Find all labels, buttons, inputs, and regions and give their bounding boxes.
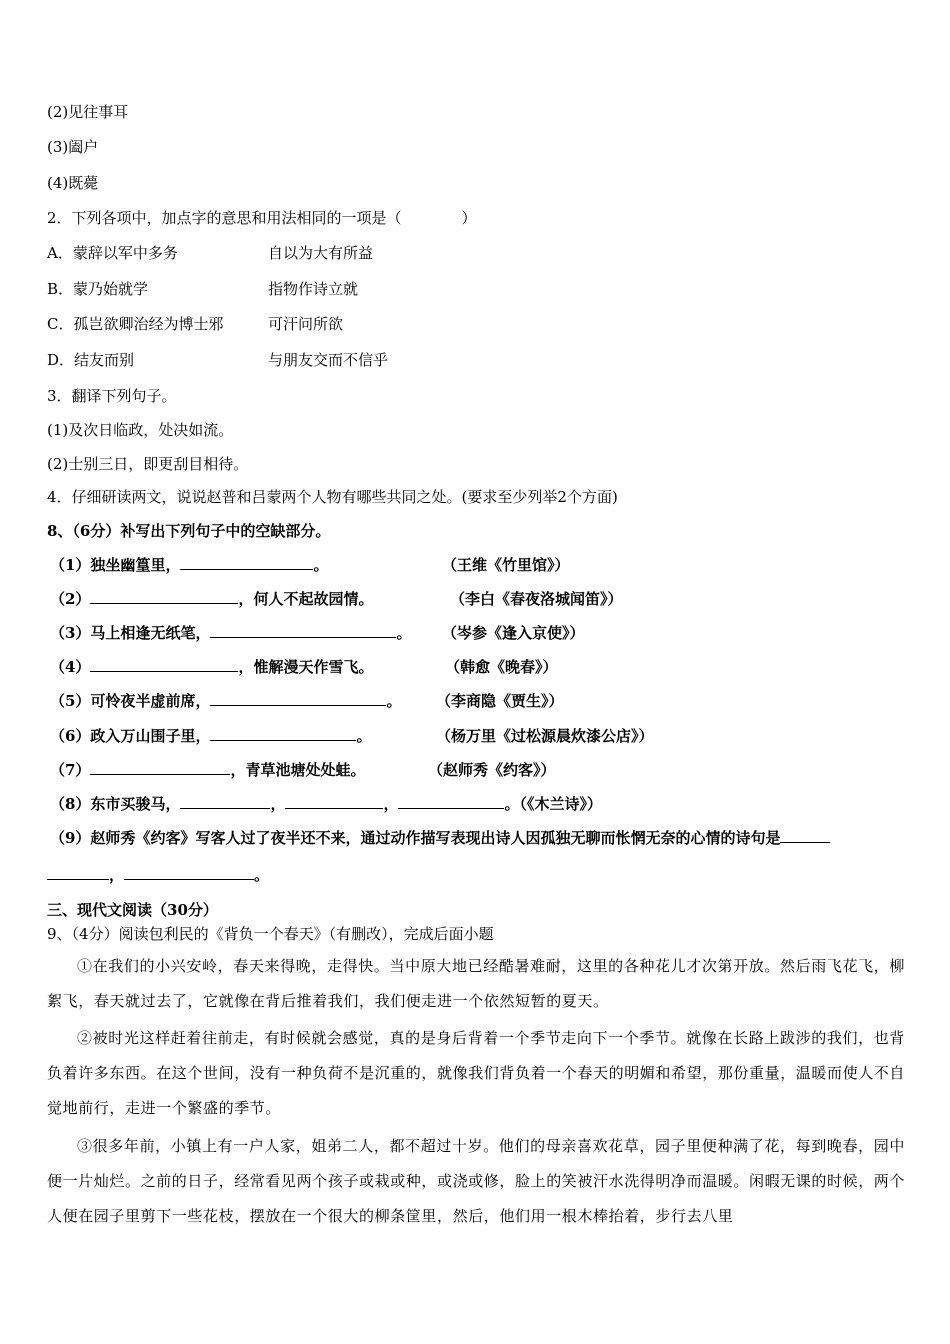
fill-item-2-end: ，何人不起故园情。 xyxy=(238,590,374,608)
fill-item-9 xyxy=(50,827,830,848)
blank[interactable] xyxy=(210,691,386,706)
question-4-stem: 4．仔细研读两文，说说赵普和吕蒙两个人物有哪些共同之处。(要求至少列举2个方面) xyxy=(47,488,618,506)
question-3-stem: 3．翻译下列句子。 xyxy=(47,387,177,405)
line-3-hehu: (3)阖户 xyxy=(47,138,99,156)
fill-item-8-comma: ， xyxy=(270,795,286,813)
fill-item-7-end: ，青草池塘处处蛙。 xyxy=(230,761,366,779)
blank[interactable] xyxy=(124,865,254,880)
fill-item-9-cont xyxy=(47,864,269,885)
blank[interactable] xyxy=(90,760,230,775)
line-2-wangshi: (2)见往事耳 xyxy=(47,103,129,121)
fill-item-4 xyxy=(50,656,373,677)
question-9-stem: 9、（4分）阅读包利民的《背负一个春天》（有删改），完成后面小题 xyxy=(47,925,494,943)
fill-item-1-text: （1）独坐幽篁里， xyxy=(50,556,181,574)
paragraph-3: ③很多年前，小镇上有一户人家，姐弟二人，都不超过十岁。他们的母亲喜欢花草，园子里便种满了花，每到晚春，园中便一片灿烂。之前的日子，经常看见两个孩子或栽或种，或浇或修，脸上的笑被汗水洗得明净而温暖。闲暇无课的时候，两个人便在园子里剪下一些花枝，摆放在一个很大的柳条筐里，然后，他们用一根木棒抬着，步行去八里 xyxy=(47,1137,906,1225)
fill-item-4-text: （4） xyxy=(50,658,91,676)
blank[interactable] xyxy=(210,623,396,638)
blank[interactable] xyxy=(210,726,356,741)
fill-item-4-end: ，惟解漫天作雪飞。 xyxy=(238,658,374,676)
option-d-right: 与朋友交而不信乎 xyxy=(268,351,389,369)
fill-item-4-source: （韩愈《晚春》） xyxy=(445,658,558,676)
fill-item-1-end: 。 xyxy=(313,556,329,574)
question-2-stem: 2．下列各项中，加点字的意思和用法相同的一项是（ ） xyxy=(47,209,477,227)
fill-item-5-source: （李商隐《贾生》） xyxy=(436,692,564,710)
fill-item-7-source: （赵师秀《约客》） xyxy=(428,761,556,779)
line-4-jihong: (4)既薨 xyxy=(47,174,99,192)
option-b-left: B．蒙乃始就学 xyxy=(47,280,149,298)
paragraph-1: ①在我们的小兴安岭，春天来得晚，走得快。当中原大地已经酷暑难耐，这里的各种花儿才次第开放。然后雨飞花飞，柳絮飞，春天就过去了，它就像在背后推着我们，我们便走进一个依然短暂的夏天。 xyxy=(47,957,905,1010)
question-3-sentence-1: (1)及次日临政，处决如流。 xyxy=(47,421,234,439)
fill-item-6 xyxy=(50,725,371,746)
fill-item-2-source: （李白《春夜洛城闻笛》） xyxy=(450,590,623,608)
fill-item-5-text: （5）可怜夜半虚前席， xyxy=(50,692,211,710)
section-3-title: 三、现代文阅读（30分） xyxy=(47,901,218,919)
fill-item-7 xyxy=(50,759,365,780)
fill-item-9-text: （9）赵师秀《约客》写客人过了夜半还不来，通过动作描写表现出诗人因孤独无聊而怅惘无奈的心情的诗句是 xyxy=(50,829,781,847)
blank[interactable] xyxy=(180,555,313,570)
fill-item-2-text: （2） xyxy=(50,590,91,608)
fill-item-5-end: 。 xyxy=(386,692,402,710)
option-b-right: 指物作诗立就 xyxy=(268,280,359,298)
blank[interactable] xyxy=(180,794,270,809)
blank[interactable] xyxy=(47,865,109,880)
fill-item-1 xyxy=(50,554,328,575)
fill-item-9-end: 。 xyxy=(254,866,270,884)
blank[interactable] xyxy=(90,589,238,604)
option-a-left: A．蒙辞以军中多务 xyxy=(47,244,178,262)
fill-item-3-text: （3）马上相逢无纸笔， xyxy=(50,624,211,642)
blank[interactable] xyxy=(780,828,830,843)
fill-item-6-text: （6）政入万山围子里， xyxy=(50,727,211,745)
fill-item-7-text: （7） xyxy=(50,761,91,779)
option-d-left: D．结友而别 xyxy=(47,351,135,369)
blank[interactable] xyxy=(285,794,383,809)
fill-item-6-source: （杨万里《过松源晨炊漆公店》） xyxy=(436,727,654,745)
question-3-sentence-2: (2)士别三日，即更刮目相待。 xyxy=(47,455,249,473)
option-a-right: 自以为大有所益 xyxy=(268,244,374,262)
fill-item-5 xyxy=(50,690,401,711)
fill-item-9-comma: ， xyxy=(109,866,125,884)
paragraph-2: ②被时光这样赶着往前走，有时候就会感觉，真的是身后背着一个季节走向下一个季节。就像在长路上跋涉的我们，也背负着许多东西。在这个世间，没有一种负荷不是沉重的，就像我们背负着一个春天的明媚和希望，那份重量，温暖而使人不自觉地前行，走进一个繁盛的季节。 xyxy=(47,1029,906,1117)
fill-item-8-text: （8）东市买骏马， xyxy=(50,795,181,813)
fill-item-8-comma: ， xyxy=(383,795,399,813)
fill-item-8-end: 。（《木兰诗》） xyxy=(504,795,602,813)
fill-item-2 xyxy=(50,588,373,609)
fill-item-8 xyxy=(50,793,602,814)
option-c-left: C．孤岂欲卿治经为博士邪 xyxy=(47,315,224,333)
fill-item-6-end: 。 xyxy=(356,727,372,745)
fill-item-3-source: （岑参《逢入京使》） xyxy=(442,624,585,642)
option-c-right: 可汗问所欲 xyxy=(268,315,344,333)
question-8-stem: 8、（6分）补写出下列句子中的空缺部分。 xyxy=(47,522,331,540)
fill-item-3 xyxy=(50,622,411,643)
fill-item-3-end: 。 xyxy=(396,624,412,642)
blank[interactable] xyxy=(398,794,504,809)
fill-item-1-source: （王维《竹里馆》） xyxy=(442,556,570,574)
blank[interactable] xyxy=(90,657,238,672)
